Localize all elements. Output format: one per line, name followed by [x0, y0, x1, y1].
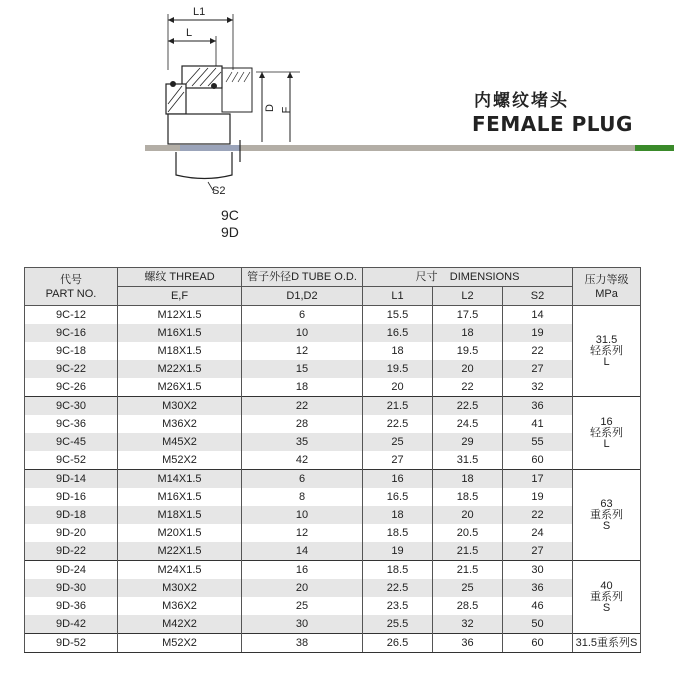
cell-thread: M42X2	[118, 615, 242, 634]
cell-thread: M18X1.5	[118, 342, 242, 360]
cell-part-no: 9D-16	[25, 488, 118, 506]
cell-l1: 26.5	[363, 634, 433, 653]
cell-l1: 15.5	[363, 306, 433, 325]
cell-s2: 22	[503, 342, 573, 360]
cell-l2: 36	[433, 634, 503, 653]
table-row	[25, 542, 641, 561]
cell-part-no: 9D-42	[25, 615, 118, 634]
cell-l2: 20.5	[433, 524, 503, 542]
table-row	[25, 378, 641, 397]
cell-l2: 21.5	[433, 542, 503, 561]
cell-thread: M14X1.5	[118, 470, 242, 489]
pressure-value: 31.5重系列S	[575, 636, 638, 649]
pressure-group	[573, 397, 641, 470]
table-row	[25, 360, 641, 378]
cell-tube-od: 16	[242, 561, 363, 580]
cell-tube-od: 6	[242, 470, 363, 489]
cell-s2: 24	[503, 524, 573, 542]
cell-l2: 18	[433, 324, 503, 342]
pressure-code: L	[603, 355, 610, 368]
cell-tube-od: 42	[242, 451, 363, 470]
cell-s2: 27	[503, 360, 573, 378]
cell-l1: 16.5	[363, 488, 433, 506]
cell-thread: M12X1.5	[118, 306, 242, 325]
cell-part-no: 9D-36	[25, 597, 118, 615]
cell-part-no: 9C-26	[25, 378, 118, 397]
pressure-value: 63	[600, 497, 613, 510]
cell-part-no: 9C-45	[25, 433, 118, 451]
cell-s2: 46	[503, 597, 573, 615]
pressure-group	[573, 634, 641, 653]
cell-l2: 24.5	[433, 415, 503, 433]
cell-l1: 18	[363, 506, 433, 524]
cell-part-no: 9D-52	[25, 634, 118, 653]
cell-l1: 18.5	[363, 561, 433, 580]
header-tube-od: 管子外径D TUBE O.D.	[242, 268, 363, 287]
cell-thread: M16X1.5	[118, 324, 242, 342]
table-row	[25, 433, 641, 451]
cell-part-no: 9D-22	[25, 542, 118, 561]
cell-s2: 27	[503, 542, 573, 561]
cell-tube-od: 12	[242, 342, 363, 360]
pressure-group	[573, 306, 641, 397]
product-title-cn: 内螺纹堵头	[474, 91, 569, 111]
cell-l1: 16	[363, 470, 433, 489]
cell-thread: M18X1.5	[118, 506, 242, 524]
dim-l-label: L	[186, 27, 193, 39]
pressure-code: S	[602, 519, 611, 532]
cell-l1: 18.5	[363, 524, 433, 542]
cell-s2: 41	[503, 415, 573, 433]
cell-tube-od: 6	[242, 306, 363, 325]
cell-thread: M36X2	[118, 415, 242, 433]
pressure-series: 轻系列	[590, 344, 623, 357]
cell-tube-od: 15	[242, 360, 363, 378]
header-dimensions: 尺寸 DIMENSIONS	[363, 268, 573, 287]
pressure-value: 16	[600, 415, 613, 428]
table-row	[25, 415, 641, 433]
table-row	[25, 324, 641, 342]
cell-tube-od: 8	[242, 488, 363, 506]
cell-l2: 20	[433, 360, 503, 378]
header-part-no: 代号 PART NO.	[25, 268, 118, 306]
cell-s2: 60	[503, 451, 573, 470]
cell-tube-od: 38	[242, 634, 363, 653]
cell-thread: M20X1.5	[118, 524, 242, 542]
cell-s2: 30	[503, 561, 573, 580]
cell-l2: 17.5	[433, 306, 503, 325]
cell-part-no: 9C-52	[25, 451, 118, 470]
cell-thread: M52X2	[118, 634, 242, 653]
cell-s2: 36	[503, 579, 573, 597]
cell-thread: M36X2	[118, 597, 242, 615]
spec-table	[24, 267, 641, 653]
cell-l1: 21.5	[363, 397, 433, 416]
cell-l1: 25.5	[363, 615, 433, 634]
cell-l2: 18	[433, 470, 503, 489]
cell-s2: 22	[503, 506, 573, 524]
cell-l1: 20	[363, 378, 433, 397]
table-row	[25, 615, 641, 634]
table-row	[25, 470, 641, 489]
cell-l1: 23.5	[363, 597, 433, 615]
table-row	[25, 488, 641, 506]
cell-l2: 29	[433, 433, 503, 451]
cell-part-no: 9D-20	[25, 524, 118, 542]
cell-l1: 18	[363, 342, 433, 360]
cell-part-no: 9D-30	[25, 579, 118, 597]
cell-part-no: 9D-18	[25, 506, 118, 524]
cell-part-no: 9D-14	[25, 470, 118, 489]
series-code-9c: 9C	[221, 207, 239, 223]
table-row	[25, 579, 641, 597]
cell-l2: 21.5	[433, 561, 503, 580]
cell-tube-od: 30	[242, 615, 363, 634]
cell-s2: 17	[503, 470, 573, 489]
cell-l1: 19	[363, 542, 433, 561]
cell-tube-od: 18	[242, 378, 363, 397]
pressure-series: 重系列	[590, 590, 623, 603]
cell-tube-od: 22	[242, 397, 363, 416]
cell-l2: 22	[433, 378, 503, 397]
cell-thread: M45X2	[118, 433, 242, 451]
cell-tube-od: 28	[242, 415, 363, 433]
dim-d-label: D	[263, 104, 276, 112]
table-row	[25, 524, 641, 542]
cell-s2: 60	[503, 634, 573, 653]
cell-l2: 32	[433, 615, 503, 634]
table-row	[25, 561, 641, 580]
table-row	[25, 634, 641, 653]
cell-thread: M30X2	[118, 579, 242, 597]
cell-thread: M24X1.5	[118, 561, 242, 580]
cell-s2: 14	[503, 306, 573, 325]
header-s2: S2	[503, 287, 573, 306]
header-l2: L2	[433, 287, 503, 306]
product-title-en: FEMALE PLUG	[472, 112, 633, 136]
cell-part-no: 9C-22	[25, 360, 118, 378]
cell-l2: 19.5	[433, 342, 503, 360]
cell-l2: 25	[433, 579, 503, 597]
cell-l1: 27	[363, 451, 433, 470]
cell-thread: M30X2	[118, 397, 242, 416]
header-l1: L1	[363, 287, 433, 306]
cell-part-no: 9C-12	[25, 306, 118, 325]
cell-s2: 32	[503, 378, 573, 397]
pressure-group	[573, 561, 641, 634]
header-thread: 螺纹 THREAD	[118, 268, 242, 287]
pressure-series: 轻系列	[590, 426, 623, 439]
table-row	[25, 306, 641, 325]
cell-l1: 22.5	[363, 579, 433, 597]
cell-l1: 22.5	[363, 415, 433, 433]
cell-part-no: 9D-24	[25, 561, 118, 580]
cell-l1: 19.5	[363, 360, 433, 378]
cell-tube-od: 35	[242, 433, 363, 451]
pressure-code: S	[602, 601, 611, 614]
pressure-value: 31.5	[595, 333, 618, 346]
cell-s2: 55	[503, 433, 573, 451]
series-code-9d: 9D	[221, 224, 239, 240]
table-row	[25, 506, 641, 524]
header-thread-sub: E,F	[118, 287, 242, 306]
cell-thread: M26X1.5	[118, 378, 242, 397]
cell-l2: 31.5	[433, 451, 503, 470]
cell-thread: M52X2	[118, 451, 242, 470]
cell-l2: 22.5	[433, 397, 503, 416]
pressure-value: 40	[600, 579, 613, 592]
cell-part-no: 9C-30	[25, 397, 118, 416]
cell-tube-od: 10	[242, 506, 363, 524]
cell-l2: 20	[433, 506, 503, 524]
cell-thread: M22X1.5	[118, 542, 242, 561]
pressure-code: L	[603, 437, 610, 450]
cell-l2: 18.5	[433, 488, 503, 506]
pressure-series: 重系列	[590, 508, 623, 521]
table-row	[25, 342, 641, 360]
cell-part-no: 9C-18	[25, 342, 118, 360]
dim-f-label: F	[280, 106, 293, 114]
pressure-group	[573, 470, 641, 561]
table-row	[25, 397, 641, 416]
dim-s2-label: S2	[212, 185, 226, 197]
cell-l1: 25	[363, 433, 433, 451]
cell-tube-od: 14	[242, 542, 363, 561]
cell-s2: 36	[503, 397, 573, 416]
cell-part-no: 9C-16	[25, 324, 118, 342]
cell-l2: 28.5	[433, 597, 503, 615]
header-tube-sub: D1,D2	[242, 287, 363, 306]
cell-thread: M22X1.5	[118, 360, 242, 378]
header-pressure: 压力等级 MPa	[573, 268, 641, 306]
cell-tube-od: 12	[242, 524, 363, 542]
cell-s2: 50	[503, 615, 573, 634]
table-row	[25, 451, 641, 470]
cell-l1: 16.5	[363, 324, 433, 342]
table-row	[25, 597, 641, 615]
cell-tube-od: 25	[242, 597, 363, 615]
cell-part-no: 9C-36	[25, 415, 118, 433]
dim-l1-label: L1	[193, 6, 206, 18]
cell-s2: 19	[503, 324, 573, 342]
cell-tube-od: 10	[242, 324, 363, 342]
cell-s2: 19	[503, 488, 573, 506]
cell-thread: M16X1.5	[118, 488, 242, 506]
cell-tube-od: 20	[242, 579, 363, 597]
